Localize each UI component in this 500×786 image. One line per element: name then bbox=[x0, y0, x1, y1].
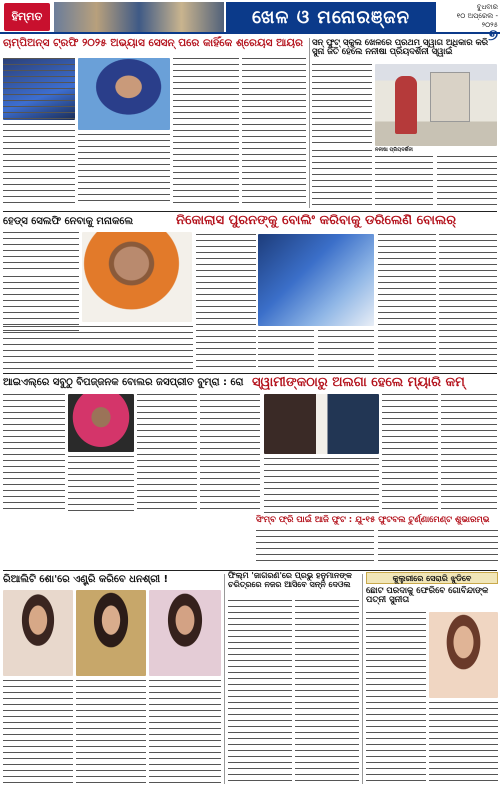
story-shreyas-photo bbox=[78, 58, 170, 130]
story-football-headline: ସିଂମ୍ବ ଫ୍ରି ପାଇଁ ଆଜି ଫୁଟ : ଯୁ-୧୫ ଫୁଟବଲ ଟୁର୍ଣ୍ଣାମେଣ୍ଟ ଶୁଭାରମ୍ଭ bbox=[256, 515, 490, 525]
story-football-text-a bbox=[256, 530, 374, 566]
story-pooran-text-c bbox=[318, 330, 374, 370]
story-nanisha-text-b bbox=[312, 150, 372, 208]
story-sunny-text-a bbox=[228, 600, 292, 784]
story-bumrah-headline: ଆଇଏଲ୍‌ରେ ସବୁଠୁ ବିପଜ୍ଜନକ ବୋଲର ଜସପ୍ରୀତ ବୁମ୍ରା : ରୋ bbox=[3, 377, 244, 388]
story-pooran-text-e bbox=[439, 234, 497, 370]
story-sunita-text-b bbox=[429, 702, 498, 784]
section-rule bbox=[3, 373, 497, 374]
day-label: ବୁଧବାର bbox=[476, 3, 498, 11]
section-title: ଖେଳ ଓ ମନୋରଞ୍ଜନ bbox=[226, 2, 436, 32]
story-dhanashree-photo bbox=[3, 590, 73, 676]
story-football-text-b bbox=[378, 530, 498, 566]
story-shreyas-text-a bbox=[3, 58, 75, 208]
story-bumrah-text-c bbox=[137, 394, 197, 514]
story-pooran-photo bbox=[258, 234, 374, 326]
story-sunny-text-b bbox=[295, 600, 359, 784]
story-shreyas-text-c bbox=[173, 58, 239, 206]
story-bumrah-photo bbox=[68, 394, 134, 452]
story-shreyas-text-b bbox=[78, 134, 170, 206]
story-head-text-c bbox=[3, 326, 193, 370]
story-sunita-photo bbox=[429, 612, 498, 698]
story-head-text-a bbox=[3, 232, 79, 272]
story-head-photo bbox=[82, 232, 192, 322]
newspaper-logo: ହିମ୍ମତ bbox=[4, 3, 50, 31]
page-number: ୭ bbox=[488, 25, 498, 44]
story-head-headline: ହେଡ୍ସ ସେଲଫି ନେବାକୁ ମନାକଲେ bbox=[3, 216, 134, 227]
story-dhanashree-text-b bbox=[76, 680, 146, 784]
story-nanisha-headline: ସନ୍ ଫୁଟ୍ ସ୍କୁଲ ଖେଳରେ ପ୍ରଥମ ସ୍ୱାଗ ଅଧିକାର କରି ସୁନା ଜିତି ହେଲେ ନନୀଷା ପ୍ରିୟଦର୍ଶିନୀ ସ୍ୱାଇଁ bbox=[312, 37, 488, 57]
date-label: ୧୦ ଅପ୍ରେଲ - ୨୦୨୫ bbox=[456, 12, 498, 29]
story-dhanashree-headline: ରିଆଲିଟି ଶୋ'ରେ ଏଣ୍ଟ୍ରି କରିବେ ଧନଶ୍ରୀ ! bbox=[3, 574, 169, 585]
story-pooran-text-a bbox=[196, 234, 256, 370]
story-marykom-text-b bbox=[382, 394, 438, 514]
story-pooran-text-b bbox=[258, 330, 314, 370]
section-rule bbox=[3, 211, 497, 212]
story-sunita-headline: ଛୋଟ ପରଦାକୁ ଫେରିବେ ଗୋବିନ୍ଦାଙ୍କ ପତ୍ନୀ ସୁନୀତା bbox=[366, 586, 489, 606]
story-marykom-text-c bbox=[441, 394, 497, 514]
story-nanisha-photo-poster bbox=[430, 72, 470, 122]
story-bumrah-text-b bbox=[68, 456, 134, 514]
story-nanisha-text-d bbox=[437, 156, 497, 208]
story-pooran-headline: ନିକୋଲାସ ପୁରନଙ୍କୁ ବୋଲିଂ କରିବାକୁ ଡରିଲେଣି ବୋଲର୍ bbox=[176, 213, 457, 228]
story-shreyas-headline: ଚାମ୍ପିଅନ୍ସ ଟ୍ରଫି ୨୦୨୫ ଅଭ୍ୟାସ ସେସନ୍ ପରେ କାହିଁକେ ଶ୍ରେୟସ ଆୟର bbox=[3, 37, 303, 49]
story-dhanashree-text-c bbox=[149, 680, 221, 784]
story-dhanashree-photo-3 bbox=[149, 590, 221, 676]
date-block bbox=[440, 3, 498, 44]
story-dhanashree-text-a bbox=[3, 680, 73, 784]
story-shreyas-text-d bbox=[242, 58, 306, 206]
story-sunita-banner: କୁଲୁରୀରେ ସେରାରି ଝୁଡିବେ bbox=[366, 572, 498, 584]
header-banner-photo bbox=[54, 2, 224, 32]
story-nanisha-text-a bbox=[312, 64, 372, 144]
story-bumrah-text-d bbox=[200, 394, 260, 514]
story-nanisha-text-c bbox=[375, 156, 433, 208]
column-divider bbox=[224, 574, 225, 784]
story-pooran-text-d bbox=[378, 234, 436, 370]
story-marykom-headline: ସ୍ୱାମୀଙ୍କଠାରୁ ଅଲଗା ହେଲେ ମ୍ୟାରି କମ୍ bbox=[252, 375, 465, 390]
story-dhanashree-photo-2 bbox=[76, 590, 146, 676]
story-nanisha-photo-figure bbox=[395, 76, 417, 134]
story-sunny-headline: ଫିଲ୍ମ 'ଜାଗରଣ'ରେ ପ୍ରଭୁ ହନୁମାନଙ୍କ ଚରିତ୍ରରେ ନଜର ଆସିବେ ସନ୍ନି ଦେଓଲ bbox=[228, 571, 352, 589]
story-bumrah-text-a bbox=[3, 394, 65, 514]
story-nanisha-caption: ନନୀଷା ପ୍ରିୟଦର୍ଶିନୀ bbox=[375, 147, 413, 153]
column-divider bbox=[309, 38, 310, 208]
story-marykom-text-a bbox=[264, 458, 379, 514]
story-marykom-photo bbox=[264, 394, 379, 454]
column-divider bbox=[362, 574, 363, 784]
story-sunita-text-a bbox=[366, 612, 426, 784]
